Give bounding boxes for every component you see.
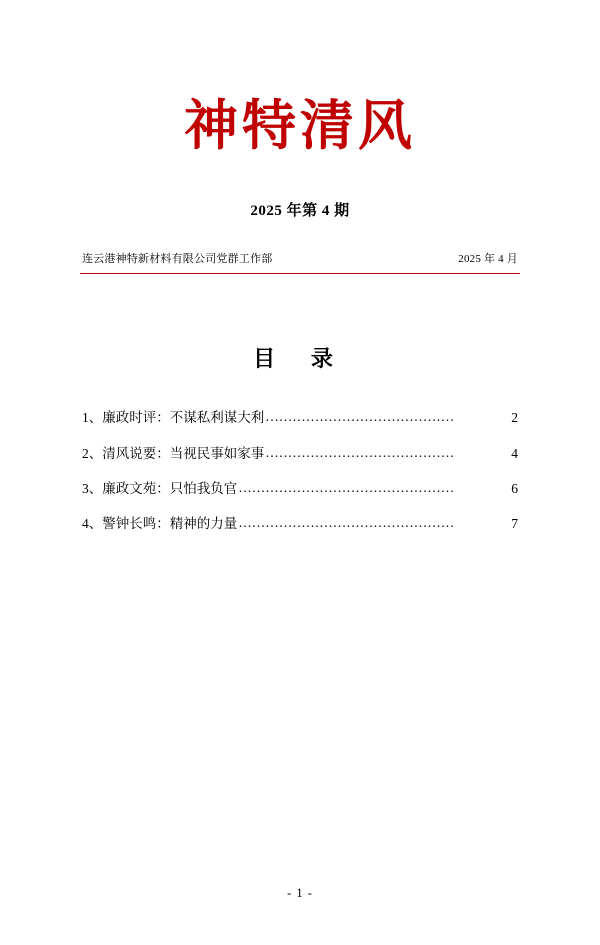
- toc-entry[interactable]: [82, 480, 518, 498]
- toc-entry[interactable]: [82, 409, 518, 427]
- document-page: [0, 93, 600, 945]
- toc-entry-label: 3、廉政文苑：只怕我负官: [82, 480, 238, 496]
- toc-entry-page: 2: [511, 410, 518, 426]
- toc-entry-leader: ……………………………………: [265, 409, 455, 425]
- toc-entry[interactable]: [82, 515, 518, 533]
- toc-entry-leader: …………………………………………: [238, 479, 455, 495]
- toc-heading: 目 录: [253, 346, 347, 373]
- toc-entry[interactable]: [82, 445, 518, 463]
- toc-entry-page: 4: [511, 445, 518, 461]
- toc-entry-leader: ……………………………………: [265, 444, 455, 460]
- publication-date: 2025 年 4 月: [458, 253, 518, 266]
- accent-divider: [80, 273, 520, 274]
- toc-entry-page: 7: [511, 516, 518, 532]
- toc-entry-label: 2、清风说要：当视民事如家事: [82, 445, 265, 461]
- toc-entry-leader: …………………………………………: [238, 515, 455, 531]
- table-of-contents: [78, 409, 522, 533]
- imprint-row: [78, 250, 522, 266]
- page-number: - 1 -: [287, 886, 313, 900]
- toc-entry-label: 4、警钟长鸣：精神的力量: [82, 516, 238, 532]
- toc-entry-page: 6: [511, 480, 518, 496]
- publisher-name: 连云港神特新材料有限公司党群工作部: [82, 253, 273, 266]
- issue-line: 2025 年第 4 期: [250, 203, 350, 220]
- masthead-title: 神特清风: [184, 93, 416, 157]
- toc-entry-label: 1、廉政时评：不谋私利谋大利: [82, 410, 265, 426]
